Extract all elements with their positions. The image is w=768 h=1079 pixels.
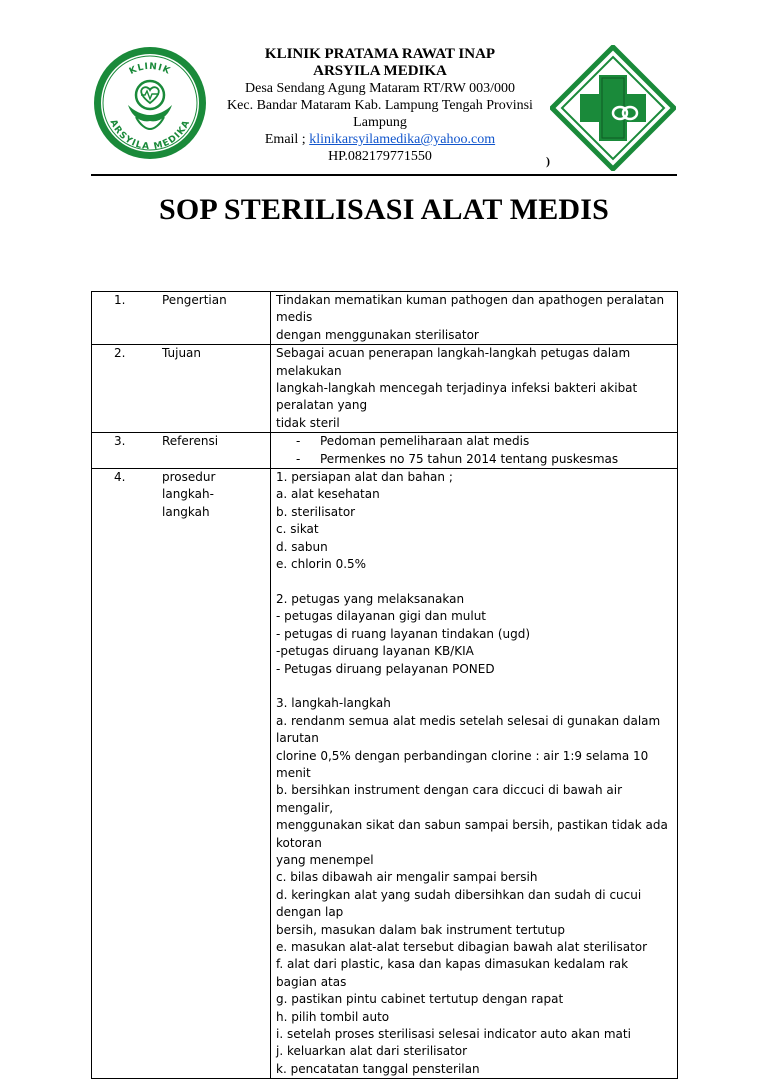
blank-line xyxy=(276,678,671,695)
row-number: 4. xyxy=(92,469,155,1079)
content-line: langkah-langkah mencegah terjadinya infeksi bakteri akibat peralatan yang xyxy=(276,381,638,413)
content-line: - Petugas diruang pelayanan PONED xyxy=(276,661,495,676)
content-line: -petugas diruang layanan KB/KIA xyxy=(276,644,474,659)
phone-number: HP.082179771550 xyxy=(328,149,432,164)
content-line: d. sabun xyxy=(276,539,328,554)
content-line: tidak steril xyxy=(276,415,340,430)
reference-item xyxy=(276,451,671,468)
content-line: b. sterilisator xyxy=(276,504,356,519)
content-line: c. sikat xyxy=(276,522,319,537)
reference-text: Pedoman pemeliharaan alat medis xyxy=(320,434,530,449)
row-number: 1. xyxy=(92,292,155,345)
reference-text: Permenkes no 75 tahun 2014 tentang puskesmas xyxy=(320,451,619,466)
row-label: Pengertian xyxy=(154,292,271,345)
letterhead xyxy=(220,46,540,165)
content-line: menggunakan sikat dan sabun sampai bersih, pastikan tidak ada kotoran xyxy=(276,818,668,850)
bullet-dash: - xyxy=(296,434,301,449)
logo-right-mark: ) xyxy=(546,154,550,168)
content-line: yang menempel xyxy=(276,852,374,867)
row-label: Tujuan xyxy=(154,345,271,433)
table-row xyxy=(92,469,678,1079)
row-content xyxy=(271,292,678,345)
table-row xyxy=(92,345,678,433)
address-line-2: Kec. Bandar Mataram Kab. Lampung Tengah Provinsi xyxy=(227,98,533,113)
clinic-name: ARSYILA MEDIKA xyxy=(313,63,447,79)
content-line: - petugas di ruang layanan tindakan (ugd) xyxy=(276,626,531,641)
content-line: k. pencatatan tanggal pensterilan xyxy=(276,1061,480,1076)
content-line: d. keringkan alat yang sudah dibersihkan dan sudah di cucui dengan lap xyxy=(276,887,642,920)
label-line: langkah xyxy=(162,504,210,519)
puskesmas-cross-logo xyxy=(550,45,676,171)
content-line: - petugas dilayanan gigi dan mulut xyxy=(276,609,487,624)
email-label: Email ; xyxy=(264,132,310,147)
label-line: langkah- xyxy=(162,487,214,502)
row-label xyxy=(154,469,271,1079)
reference-item xyxy=(276,433,671,450)
label-line: prosedur xyxy=(162,470,216,485)
content-line: bersih, masukan dalam bak instrument tertutup xyxy=(276,922,565,937)
content-line: i. setelah proses sterilisasi selesai indicator auto akan mati xyxy=(276,1027,631,1042)
content-line: dengan menggunakan sterilisator xyxy=(276,327,479,342)
row-content xyxy=(271,433,678,469)
content-line: e. masukan alat-alat tersebut dibagian bawah alat sterilisator xyxy=(276,940,648,954)
row-number: 2. xyxy=(92,345,155,433)
content-line: clorine 0,5% dengan perbandingan clorine : air 1:9 selama 10 menit xyxy=(276,748,649,780)
sop-table xyxy=(91,291,678,1079)
content-line: c. bilas dibawah air mengalir sampai bersih xyxy=(276,870,538,885)
bullet-dash: - xyxy=(296,451,301,466)
blank-line xyxy=(276,574,671,591)
email-line xyxy=(220,131,540,148)
row-number: 3. xyxy=(92,433,155,469)
content-line: Sebagai acuan penerapan langkah-langkah petugas dalam melakukan xyxy=(276,346,631,378)
content-line: a. rendanm semua alat medis setelah selesai di gunakan dalam larutan xyxy=(276,713,661,746)
logo-left-bottom-text: ARSYILA MEDIKA xyxy=(107,118,193,153)
clinic-type: KLINIK PRATAMA RAWAT INAP xyxy=(264,46,496,62)
content-line: 1. persiapan alat dan bahan ; xyxy=(276,470,453,485)
content-line: a. alat kesehatan xyxy=(276,487,380,502)
clinic-logo xyxy=(92,45,208,161)
address-line-1: Desa Sendang Agung Mataram RT/RW 003/000 xyxy=(245,81,515,96)
content-line: 2. petugas yang melaksanakan xyxy=(276,591,465,606)
content-line: 3. langkah-langkah xyxy=(276,696,391,711)
content-line: j. keluarkan alat dari sterilisator xyxy=(276,1044,468,1059)
row-content xyxy=(271,345,678,433)
content-line: e. chlorin 0.5% xyxy=(276,557,367,572)
content-line: h. pilih tombil auto xyxy=(276,1009,390,1024)
logo-left-top-text: KLINIK xyxy=(127,61,173,77)
content-line: f. alat dari plastic, kasa dan kapas dimasukan kedalam rak bagian atas xyxy=(276,957,629,989)
content-line: Tindakan mematikan kuman pathogen dan apathogen peralatan medis xyxy=(276,293,665,325)
document-title: SOP STERILISASI ALAT MEDIS xyxy=(158,193,610,226)
table-row xyxy=(92,292,678,345)
row-label: Referensi xyxy=(154,433,271,469)
header-divider xyxy=(91,174,677,176)
address-line-3: Lampung xyxy=(353,115,407,130)
table-row xyxy=(92,433,678,469)
row-content xyxy=(271,469,678,1079)
email-link[interactable]: klinikarsyilamedika@yahoo.com xyxy=(309,132,496,147)
content-line: b. bersihkan instrument dengan cara diccuci di bawah air mengalir, xyxy=(276,783,623,815)
content-line: g. pastikan pintu cabinet tertutup dengan rapat xyxy=(276,992,564,1007)
